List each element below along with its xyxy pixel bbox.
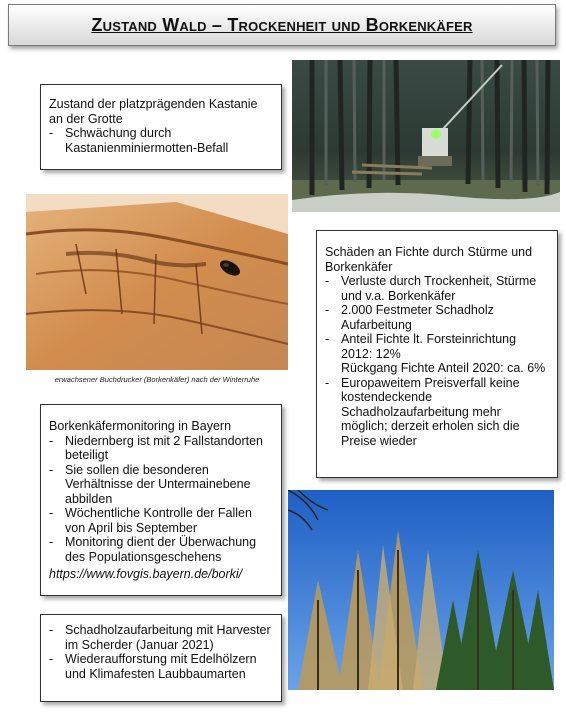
harvester-box bbox=[40, 614, 282, 702]
chestnut-heading: Zustand der platzprägenden Kastanie an der Grotte bbox=[49, 97, 258, 126]
page-title: Zustand Wald – Trockenheit und Borkenkäfer bbox=[91, 14, 473, 35]
title-banner bbox=[8, 4, 556, 46]
spruce-item: - 2.000 Festmeter Schadholz Aufarbeitung bbox=[325, 303, 549, 332]
harvester-item: - Schadholzaufarbeitung mit Harvester im Scherder (Januar 2021) bbox=[49, 623, 273, 652]
bark-beetle-photo bbox=[26, 194, 288, 370]
spruce-sub-item: Rückgang Fichte Anteil 2020: ca. 6% bbox=[341, 361, 546, 375]
chestnut-info-box bbox=[40, 84, 282, 170]
spruce-item-text: Anteil Fichte lt. Forsteinrichtung 2012: 12% bbox=[341, 332, 517, 361]
harvester-item: - Wiederaufforstung mit Edelhölzern und Klimafesten Laubbaumarten bbox=[49, 652, 273, 681]
spruce-heading: Schäden an Fichte durch Stürme und Borkenkäfer bbox=[325, 245, 533, 274]
monitoring-heading: Borkenkäfermonitoring in Bayern bbox=[49, 419, 232, 433]
forest-sky-photo bbox=[288, 490, 554, 690]
monitoring-item: - Wöchentliche Kontrolle der Fallen von April bis September bbox=[49, 506, 273, 535]
monitoring-item: - Sie sollen die besonderen Verhältnisse der Untermainebene abbilden bbox=[49, 463, 273, 507]
beetle-caption: erwachsener Buchdrucker (Borkenkäfer) nach der Winterruhe bbox=[54, 375, 260, 384]
spruce-item: - Verluste durch Trockenheit, Stürme und v.a. Borkenkäfer bbox=[325, 274, 549, 303]
forest-harvester-photo bbox=[292, 60, 560, 212]
chestnut-item: - Schwächung durch Kastanienminiermotten-Befall bbox=[49, 126, 273, 155]
monitoring-item: - Niedernberg ist mit 2 Fallstandorten beteiligt bbox=[49, 434, 273, 463]
monitoring-link[interactable]: https://www.fovgis.bayern.de/borki/ bbox=[49, 567, 243, 581]
spruce-item: - Europaweitem Preisverfall keine kostendeckende Schadholzaufarbeitung mehr möglich; derzeit erholen sich die Preise wieder bbox=[325, 376, 549, 449]
monitoring-item: - Monitoring dient der Überwachung des Populationsgeschehens bbox=[49, 535, 273, 564]
monitoring-box bbox=[40, 404, 282, 596]
spruce-damage-box bbox=[316, 230, 558, 478]
spruce-item bbox=[325, 332, 549, 376]
